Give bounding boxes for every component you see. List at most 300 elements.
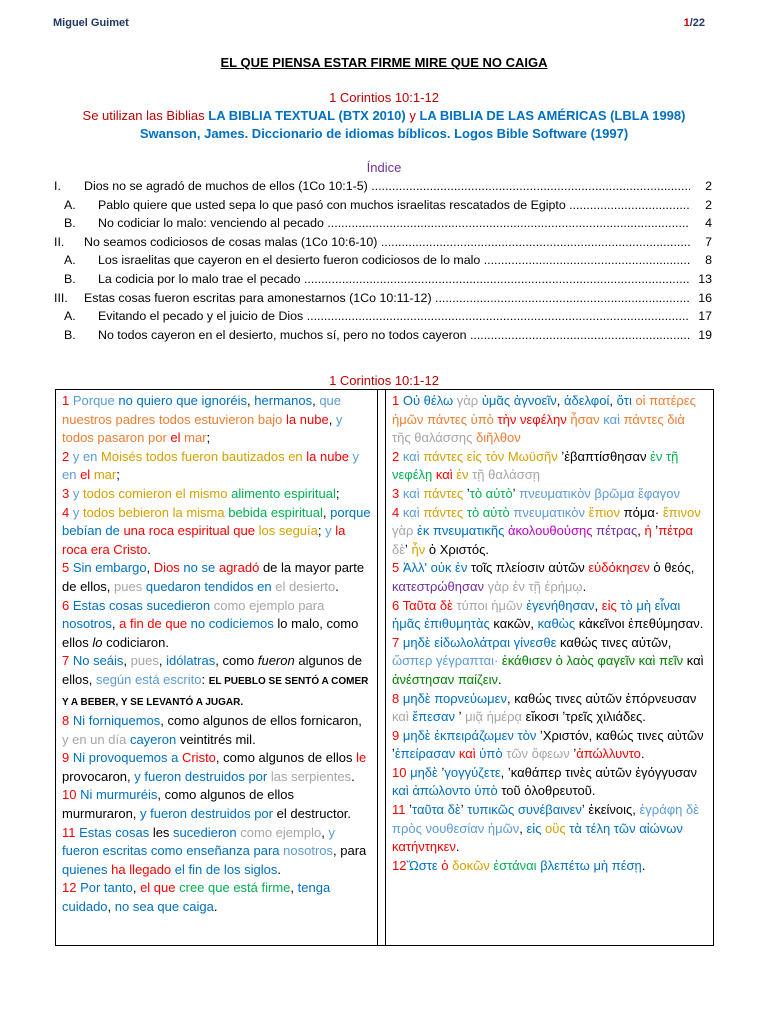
verse-segment: , como algunos de ellos murmuraron, [62,787,294,822]
verse-segment: πάντες [423,485,467,501]
spanish-verse [62,879,371,916]
verse-segment: ὑπὸ [479,746,507,762]
verse-segment: la nube [306,448,353,464]
verse-segment: ; [317,523,326,539]
toc-entry-text: No todos cayeron en el desierto, muchos sí, pero no todos cayeron ..... [98,326,690,345]
spanish-verse [62,824,371,880]
toc-entry[interactable] [54,307,712,326]
verse-segment: Moisés todos fueron bautizados en [101,448,307,464]
verse-segment: ἔπεσαν [412,709,459,725]
verse-segment: διῆλθον [475,430,521,446]
verse-segment: 7 [62,653,73,669]
verse-segment: . [335,578,339,594]
verse-segment: ʼ [460,802,468,818]
verse-segment: Estas cosas [79,824,153,840]
verse-segment: , para [333,843,367,859]
verse-segment: γὰρ [456,393,482,408]
verse-segment: ἀδελφοί [563,393,610,408]
verse-segment: ʼΧριστόν, καθώς τινες αὐτῶν ʼ [392,727,704,762]
index-title: Índice [366,160,402,175]
verse-segment: ἔπιον [588,504,624,520]
verse-segment: Estas cosas sucedieron [72,597,214,613]
verse-segment: provocaron, [62,768,135,784]
verse-segment: el destructor. [276,806,352,822]
verse-segment: 12 [392,857,407,873]
verse-segment: , [132,880,141,896]
toc-entry-number: III. [54,290,68,305]
verse-segment: μηδὲ εἰδωλολάτραι γίνεσθε [402,634,561,650]
verse-segment: καὶ [402,504,424,520]
spanish-verse [62,652,371,712]
sources-line-2: Swanson, James. Diccionario de idiomas bíblicos. Logos Bible Software (1997) [139,126,629,141]
verse-segment: κατεστρώθησαν [392,578,488,594]
verse-segment: ; [206,430,211,446]
verse-segment: , [322,504,327,520]
toc-entry[interactable] [54,196,712,215]
verse-segment: el fin de los siglos [174,861,278,877]
verse-segment: mar [184,430,207,446]
toc-entry-text: Dios no se agradó de muchos de ellos (1Co 10:1-5) ..... [84,177,690,196]
verse-segment: y fueron destruidos por [134,768,271,784]
verse-segment: el [170,430,185,446]
toc-entry-number: B. [64,327,76,342]
greek-verse [392,448,707,485]
spanish-verse [62,597,371,653]
verse-segment: 3 [62,485,73,501]
verse-segment: ʼ [466,485,470,501]
spanish-column [56,390,378,945]
verse-segment: , [328,411,336,427]
toc-entry[interactable] [54,270,712,289]
toc-entry-page: 2 [705,177,712,196]
verse-segment: τυπικῶς συνέβαινεν [467,802,582,818]
verse-segment: . [641,857,646,873]
source-lbla: LA BIBLIA DE LAS AMÉRICAS (LBLA 1998) [419,108,686,123]
verse-segment: y [328,824,335,840]
source-btx: LA BIBLIA TEXTUAL (BTX 2010) [208,108,406,123]
verse-segment: πνευματικὸν βρῶμα ἔφαγον [519,485,681,501]
verse-segment: 4 [392,504,403,520]
verse-segment: καὶ [603,411,624,427]
verse-segment: πέτρα [658,523,693,539]
verse-segment: 8 [62,713,73,729]
verse-segment: ταῦτα δὲ [412,802,461,818]
verse-segment: ʼ [573,746,577,762]
verse-segment: Ταῦτα δὲ [402,597,457,613]
verse-segment: . [455,839,460,855]
verse-segment: codiciaron. [102,634,169,650]
greek-verse [392,504,707,560]
verse-segment: y en [62,448,360,483]
verse-segment: κἀκεῖνοι ἐπεθύμησαν. [578,616,704,632]
verse-segment: sucedieron [173,824,241,840]
toc-entry-number: A. [64,309,76,324]
verse-segment: εἰς [601,597,621,613]
verse-segment: γὰρ ἐν [487,578,529,594]
verse-segment: ἐγράφη δὲ πρὸς νουθεσίαν ἡμῶν [392,802,700,836]
verse-segment: les [152,824,174,840]
verse-segment: ὥσπερ γέγραπται· [392,653,502,669]
toc-entry[interactable] [54,214,712,233]
verse-segment: τὸ αὐτὸ [469,485,513,501]
verse-segment: τύποι ἡμῶν [456,597,527,613]
verse-segment: εἴκοσι ʼτρεῖς χιλιάδες. [525,709,646,725]
greek-verse [392,764,707,801]
spanish-verse [62,485,371,504]
toc-entry-number: II. [54,234,65,249]
sources-line-1 [0,107,768,125]
greek-verse [392,727,707,764]
verse-segment: . [213,899,218,915]
verse-segment: οἱ πατέρες ἡμῶν πάντες ὑπὸ [392,393,696,427]
toc-entry-page: 19 [698,326,712,345]
verse-segment: καὶ [402,448,424,464]
verse-segment: ἑστάναι [493,857,541,873]
verse-segment: de la mayor parte de ellos, [62,560,365,594]
page-total: /22 [689,17,705,29]
verse-segment: todos pasaron por [62,430,171,446]
verse-segment: veintitrés mil. [179,731,256,747]
main-reference: 1 Corintios 10:1-12 [329,90,439,105]
verse-segment: μιᾷ ἡμέρᾳ [465,709,526,725]
verse-segment: 1 [62,393,73,408]
spanish-verse [62,392,371,448]
verse-segment: , [247,393,255,408]
verse-segment: ὑμᾶς ἀγνοεῖν [481,393,557,408]
verse-segment: 6 [62,597,73,613]
verse-segment: , como algunos de ellos fornicaron, [160,713,362,729]
verse-segment: καὶ [435,467,457,483]
verse-segment: 4 [62,504,73,520]
verse-segment: τοῖς πλείοσιν αὐτῶν [470,560,589,576]
verse-segment: κακῶν, [493,616,538,632]
verse-segment: πάντες εἰς τὸν Μωϋσῆν [423,448,562,464]
toc-entry-page: 17 [698,307,712,326]
verse-segment: καὶ [686,653,704,669]
verse-segment: , [321,824,329,840]
verse-segment: ἐκ πνευματικῆς [417,523,508,539]
spanish-verse [62,786,371,823]
verse-segment: ʼ [458,709,466,725]
verse-segment: 8 [392,690,403,706]
greek-verse [392,559,707,596]
references-block [0,89,768,143]
verse-segment: que [319,393,342,408]
verse-segment: , [519,820,527,836]
toc-entry-page: 2 [705,196,712,215]
toc-entry-number: A. [64,197,76,212]
verse-segment: no sea que caiga [114,899,214,915]
verse-segment: agradó [218,560,263,576]
toc-entry-text: No seamos codiciosos de cosas malas (1Co 10:6-10) ..... [84,233,690,252]
verse-segment: lo malo, [277,616,327,632]
verse-segment: 12 [62,880,81,896]
verse-segment: pues [114,578,146,594]
verse-segment: Ni provoquemos a [72,750,182,766]
greek-verse [392,392,707,448]
verse-segment: , καθώς τινες αὐτῶν ἐπόρνευσαν [506,690,697,706]
verse-segment: Οὐ θέλω [402,393,457,408]
spanish-verse [62,749,371,786]
verse-segment: fueron escritas como enseñanza para [62,843,284,859]
verse-segment: pues [130,653,159,669]
verse-segment: le [356,750,367,766]
toc-entry[interactable] [54,177,712,196]
verse-segment: y [72,504,83,520]
verse-segment: el [80,467,94,483]
verse-segment: lo [92,634,103,650]
verse-segment: Sin embargo [72,560,147,576]
toc-entry-text: No codiciar lo malo: venciendo al pecado ..... [98,214,690,233]
verse-segment: según está escrito [95,671,202,687]
verse-segment: 7 [392,634,403,650]
verse-segment: Por tanto [80,880,133,896]
verse-segment: 3 [392,485,403,501]
verse-segment: οὓς [545,820,570,836]
verse-segment: μηδὲ [410,764,442,780]
verse-segment: καὶ ἀπώλοντο ὑπὸ [392,783,502,799]
verse-segment: πάντες διὰ [623,411,685,427]
verse-segment: 1 [392,393,403,408]
verse-segment: 9 [392,727,403,743]
verse-segment: idólatras [166,653,216,669]
toc-entry[interactable] [54,233,712,252]
verse-segment: nosotros [62,616,112,632]
verse-segment: γογγύζετε [444,764,501,780]
verse-segment: ʼ ἐκείνοις, [581,802,640,818]
verse-segment: ὁ Χριστός. [428,541,489,557]
verse-segment: Porque [72,393,119,408]
verse-segment: , [594,597,602,613]
verse-segment: 6 [392,597,403,613]
verse-segment: los seguía [258,523,318,539]
verse-segment: 2 [392,448,403,464]
toc-entry-number: A. [64,253,76,268]
verse-segment: algunos de ellos, [62,653,362,687]
spanish-verse [62,448,371,485]
verse-segment: ὁ θεός, [653,560,695,576]
verse-segment: quedaron tendidos en [145,578,276,594]
verse-segment: . [497,671,502,687]
spanish-verse [62,504,371,560]
verse-segment: y fueron destruidos por [140,806,277,822]
toc-entry-page: 7 [705,233,712,252]
verse-segment: bebida espiritual [228,504,323,520]
verse-segment: τῇ θαλάσσῃ [472,467,540,483]
verse-segment: Ni murmuréis [80,787,158,803]
verse-segment: βλεπέτω μὴ πέσῃ [540,857,642,873]
verse-segment: , [637,523,645,539]
verse-segment: ha llegado [111,861,175,877]
spanish-verse [62,712,371,749]
toc-entry-page: 16 [698,289,712,308]
verse-segment: ἐγενήθησαν [526,597,595,613]
verse-segment: τῇ ἐρήμῳ [528,578,583,594]
verse-segment: τὰ τέλη τῶν αἰώνων [569,820,683,836]
verse-segment: πόμα· [623,504,663,520]
toc-entry-page: 13 [698,270,712,289]
verse-segment: ὁ [441,857,453,873]
verse-segment: τῆς θαλάσσης [392,430,476,446]
verse-segment: ἦν [411,541,429,557]
verse-segment: : [201,671,209,687]
verse-segment: Cristo [181,750,216,766]
verse-segment: ; [335,485,340,501]
verse-segment: πάντες [423,504,467,520]
verse-segment: ʼ [441,764,445,780]
verse-segment: πνευματικὸν [513,504,589,520]
verse-segment: μηδὲ ἐκπειράζωμεν τὸν [402,727,540,743]
toc-entry-number: B. [64,216,76,231]
verse-segment: . [147,541,151,557]
verse-segment: , [609,393,617,408]
verse-segment: nosotros [283,843,334,859]
verse-segment: nuestros padres todos estuvieron bajo [62,411,287,427]
verse-segment: καὶ [392,709,413,725]
verse-segment: ἐν τῇ νεφέλῃ [392,448,679,483]
verse-segment: 9 [62,750,73,766]
verse-segment: fueron [257,653,295,669]
verse-segment: una roca espiritual que [123,523,259,539]
verse-segment: ἀπώλλυντο [576,746,641,762]
verse-segment: alimento espiritual [231,485,336,501]
verse-segment: el desierto [275,578,336,594]
verse-segment: ὅτι [616,393,636,408]
verse-segment: Ni forniquemos [72,713,161,729]
verse-segment: 2 [62,448,73,464]
verse-segment: y en [72,448,102,464]
verse-segment: 5 [62,560,73,576]
verse-segment: τῶν ὄφεων [506,746,574,762]
verse-segment: εἰς [526,820,546,836]
page-number [684,17,705,29]
verse-segment: ἐν [456,467,473,483]
sources-mid: y [405,108,420,123]
toc-entry-text: Los israelitas que cayeron en el desierto fueron codiciosos de lo malo ..... [98,251,690,270]
verse-segment: el que [140,880,180,896]
page-header [53,17,705,29]
verse-segment: , como algunos de ellos [215,750,357,766]
verse-segment: y en un día [62,731,130,747]
toc-entry[interactable] [54,289,712,308]
verse-segment: ἀνέστησαν παίζειν [392,671,498,687]
verse-segment: ʼ [655,523,659,539]
toc-entry-number: I. [54,179,61,193]
toc-entry-number: B. [64,271,76,286]
verse-segment: no codiciemos [190,616,278,632]
page-current: 1 [683,17,690,29]
toc-entry-text: Estas cosas fueron escritas para amonestarnos (1Co 10:11-12) ..... [84,289,690,308]
verse-segment: τὸ αὐτὸ [466,504,514,520]
verse-segment: como ejemplo [240,824,322,840]
verse-segment: la roca era Cristo [62,523,346,557]
toc-entry-text: Evitando el pecado y el juicio de Dios ..... [98,307,690,326]
verse-segment: la nube [286,411,329,427]
verse-segment: y [335,411,343,427]
spanish-verse [62,559,371,596]
verse-segment: todos bebieron la misma [82,504,229,520]
toc-entry-text: La codicia por lo malo trae el pecado ..... [98,270,690,289]
verse-segment: 11 [62,824,80,840]
verse-segment: no se [183,560,219,576]
verse-segment: εὐδόκησεν [588,560,654,576]
passage-title: 1 Corintios 10:1-12 [329,373,439,388]
verse-segment: EL PUEBLO SE SENTÓ A COMER Y A BEBER, Y SE LEVANTÓ A JUGAR. [62,675,369,708]
verse-segment: , [158,653,167,669]
verse-segment: δὲ [392,541,406,557]
verse-segment: καθὼς [537,616,579,632]
toc-entry[interactable] [54,326,712,345]
sources-pre: Se utilizan las Biblias [82,108,209,123]
toc-entry-page: 8 [705,251,712,270]
verse-segment: δοκῶν [452,857,494,873]
greek-verse [392,690,707,727]
verse-segment: . [277,861,282,877]
verse-segment: No seáis [72,653,124,669]
verse-segment: μηδὲ πορνεύωμεν [402,690,507,706]
passage-table [55,389,714,946]
verse-segment: , como [215,653,258,669]
verse-segment: tenga cuidado [62,880,331,915]
greek-verse [392,485,707,504]
verse-segment: quienes [62,861,112,877]
verse-segment: ʼ [512,485,520,501]
verse-segment: ἡ [644,523,656,539]
verse-segment: , [290,880,298,896]
verse-segment: γὰρ [392,523,418,539]
verse-segment: ἦσαν [570,411,604,427]
verse-segment: como ellos [62,616,359,650]
verse-segment: . [351,768,355,784]
verse-segment: 5 [392,560,403,576]
verse-segment: mar [93,467,117,483]
verse-segment: ἐπείρασαν [394,746,459,762]
verse-segment: porque bebían de [62,504,371,539]
verse-segment: ʼ [409,802,412,818]
verse-segment: Ὥστε [406,857,442,873]
verse-segment: no quiero que ignoréis [118,393,248,408]
verse-segment: ʼ [405,541,412,557]
verse-segment: ʼἐβαπτίσθησαν [561,448,651,464]
greek-verse [392,801,707,857]
verse-segment: καὶ [458,746,480,762]
verse-segment: ἐκάθισεν ὁ λαὸς φαγεῖν καὶ πεῖν [501,653,687,669]
verse-segment: hermanos [254,393,313,408]
toc-entry-text: Pablo quiere que usted sepa lo que pasó con muchos israelitas rescatados de Egipto ..... [98,196,690,215]
toc-entry[interactable] [54,251,712,270]
verse-segment: todos comieron el mismo [82,485,232,501]
verse-segment: cree que está firme [179,880,291,896]
verse-segment: , [107,899,115,915]
verse-segment: Dios [153,560,184,576]
greek-column [385,390,713,945]
verse-segment: τοῦ ὀλοθρευτοῦ. [501,783,596,799]
greek-verse [392,597,707,634]
verse-segment: , [312,393,320,408]
table-of-contents [54,177,712,344]
verse-segment: , [146,560,154,576]
verse-segment: 10 [392,764,411,780]
document-title: EL QUE PIENSA ESTAR FIRME MIRE QUE NO CAIGA [220,55,548,70]
verse-segment: τὸ μὴ εἶναι ἡμᾶς ἐπιθυμητὰς [392,597,681,632]
verse-segment: ἔπινον [662,504,701,520]
verse-segment: , [556,393,564,408]
verse-segment: , ʼκαθάπερ τινὲς αὐτῶν ἐγόγγυσαν [500,764,698,780]
author-name: Miguel Guimet [53,17,129,29]
greek-verse [392,857,707,876]
verse-segment: καθώς τινες αὐτῶν, [560,634,672,650]
toc-entry-page: 4 [705,214,712,233]
